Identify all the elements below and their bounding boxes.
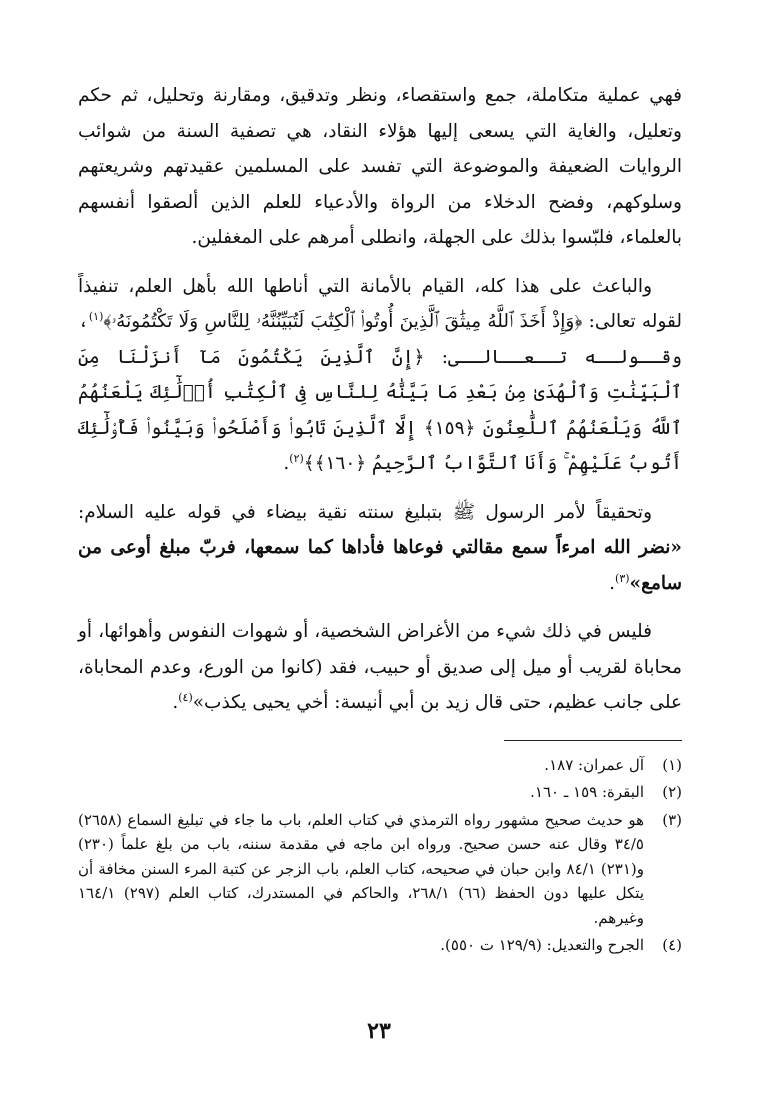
footnote-divider	[504, 740, 682, 741]
footnote-ref-1[interactable]: (١)	[88, 309, 104, 323]
footnote-text: البقرة: ١٥٩ ـ ١٦٠.	[530, 783, 644, 801]
quran-verse-1: ﴿وَإِذْ أَخَذَ ٱللَّهُ مِيثَٰقَ ٱلَّذِينَ أُوتُوا۟ ٱلْكِتَٰبَ لَتُبَيِّنُنَّهُۥ لِلنَّاسِ وَلَا تَكْتُمُونَهُۥ﴾	[103, 311, 583, 332]
footnotes	[78, 753, 682, 958]
hadith-text: «نضر الله امرءاً سمع مقالتي فوعاها فأداها كما سمعها، فربّ مبلغ أوعى من سامع»	[78, 537, 682, 594]
footnote-number: (٢)	[662, 783, 682, 801]
footnote-1	[78, 753, 682, 778]
paragraph-1-text: فهي عملية متكاملة، جمع واستقصاء، ونظر وتدقيق، ومقارنة وتحليل، ثم حكم وتعليل، والغاية التي يسعى إليها هؤلاء النقاد، هي تصفية السنة من شوائب الروايات الضعيفة والموضوعة التي تفسد على المسلمين عقيدتهم وشريعتهم وسلوكهم، وفضح الدخلاء من الرواة والأدعياء للعلم الذين ألصقوا أنفسهم بالعلماء، فلبّسوا بذلك على الجهلة، وانطلى أمرهم على المغفلين.	[78, 85, 682, 248]
footnote-number: (٤)	[662, 936, 682, 954]
book-page	[78, 78, 682, 1088]
footnote-2	[78, 780, 682, 805]
paragraph-4	[78, 614, 682, 721]
paragraph-3	[78, 495, 682, 602]
footnote-number: (١)	[662, 755, 682, 774]
footnote-4	[78, 933, 682, 958]
footnote-ref-3[interactable]: (٣)	[615, 571, 630, 585]
paragraph-2-middle: ، وقــولــه تــعــالــى:	[78, 311, 682, 368]
paragraph-4-end: .	[172, 692, 179, 713]
footnote-number: (٣)	[662, 810, 682, 829]
footnote-3	[78, 808, 682, 931]
footnote-text: آل عمران: ١٨٧.	[544, 755, 644, 774]
paragraph-2-end: .	[283, 453, 290, 474]
footnote-ref-2[interactable]: (٢)	[289, 451, 304, 465]
paragraph-1	[78, 78, 682, 256]
paragraph-4-text: فليس في ذلك شيء من الأغراض الشخصية، أو شهوات النفوس وأهوائها، أو محاباة لقريب أو ميل إلى صديق أو حبيب، فقد (كانوا من الورع، وعدم المحاباة، على جانب عظيم، حتى قال زيد بن أبي أنيسة: أخي يحيى يكذب»	[78, 621, 682, 713]
footnote-text: الجرح والتعديل: (١٢٩/٩ ت ٥٥٠).	[440, 936, 644, 954]
paragraph-3-end: .	[609, 572, 616, 594]
paragraph-3-intro: وتحقيقاً لأمر الرسول ﷺ بتبليغ سنته نقية بيضاء في قوله عليه السلام:	[78, 501, 652, 523]
page-number: ٢٣	[367, 1018, 391, 1044]
paragraph-2-intro: والباعث على هذا كله، القيام بالأمانة التي أناطها الله بأهل العلم، تنفيذاً لقوله تعالى:	[78, 275, 682, 332]
paragraph-2	[78, 269, 682, 482]
quran-verse-2: ﴿إِنَّ ٱلَّذِينَ يَكْتُمُونَ مَآ أَنزَلْنَا مِنَ ٱلْبَيِّنَٰتِ وَٱلْهُدَىٰ مِنۢ بَعْدِ مَا بَيَّنَّٰهُ لِلنَّاسِ فِى ٱلْكِتَٰبِ أُو۟لَٰٓئِكَ يَلْعَنُهُمُ ٱللَّهُ وَيَلْعَنُهُمُ ٱللَّٰعِنُونَ ﴿١٥٩﴾ إِلَّا ٱلَّذِينَ تَابُوا۟ وَأَصْلَحُوا۟ وَبَيَّنُوا۟ فَأُو۟لَٰٓئِكَ أَتُوبُ عَلَيْهِمْ ۚ وَأَنَا ٱلتَّوَّابُ ٱلرَّحِيمُ ﴿١٦٠﴾﴾	[78, 346, 682, 474]
footnote-text: هو حديث صحيح مشهور رواه الترمذي في كتاب العلم، باب ما جاء في تبليغ السماع (٢٦٥٨) ٣٤/٥ وقال عنه حسن صحيح. ورواه ابن ماجه في مقدمة سننه، باب من بلغ علماً (٢٣٠) و(٢٣١) ٨٤/١ وابن حبان في صحيحه، كتاب العلم، باب الزجر عن كتبة المرء السنن مخافة أن يتكل عليها دون الحفظ (٦٦) ٢٦٨/١، والحاكم في المستدرك، كتاب العلم (٢٩٧) ١٦٤/١ وغيرهم.	[78, 810, 644, 927]
footnote-ref-4[interactable]: (٤)	[178, 690, 193, 704]
